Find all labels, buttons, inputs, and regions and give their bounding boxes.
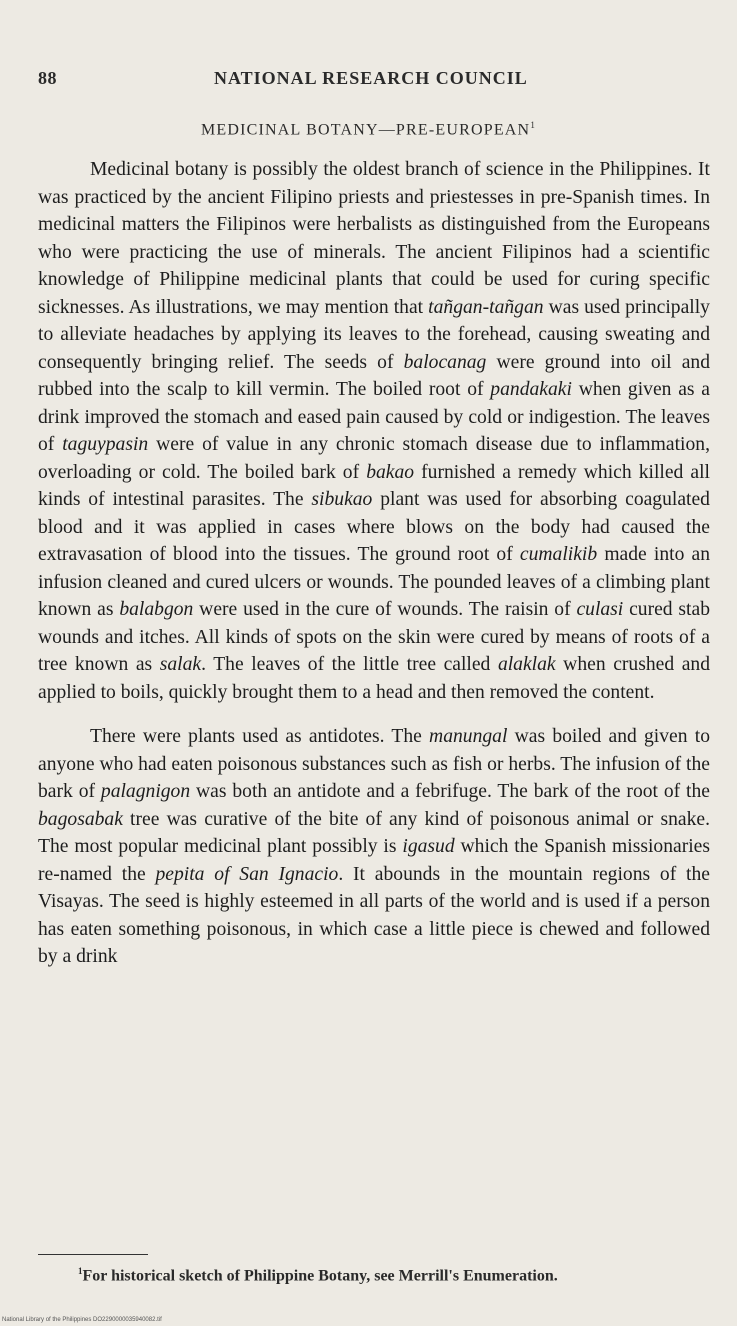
text-run: which the Spanish missionaries re-named the (38, 836, 710, 885)
text-run: Medicinal botany is possibly the oldest branch of science in the Philippines. It was practiced by the ancient Filipino priests and priestesses in pre-Spanish times. In medicinal matters the Filipinos were herbalists as distinguished from the Europeans who were practicing the use of minerals. The ancient Filipinos had a scientific knowledge of Philippine medicinal plants that could be used for curing specific sicknesses. As illustrations, we may mention that (38, 159, 710, 318)
plant-name: sibukao (311, 489, 373, 510)
plant-name: culasi (576, 599, 624, 620)
text-run: furnished a remedy which killed all kinds of intestinal parasites. The (38, 461, 710, 510)
plant-name: bakao (366, 461, 415, 483)
text-run: were used in the cure of wounds. The raisin of (193, 599, 577, 620)
footnote-text: For historical sketch of Philippine Botany, see Merrill's Enumeration. (82, 1267, 558, 1285)
plant-name: salak (159, 654, 202, 675)
plant-name: pandakaki (490, 379, 572, 400)
text-run: were of value in any chronic stomach disease due to inflammation, overloading or cold. The boiled bark of (38, 434, 710, 483)
text-run: was boiled and given to anyone who had eaten poisonous substances such as fish or herbs. The infusion of the bark of (38, 726, 710, 802)
plant-name: pepita of San Ignacio (155, 863, 339, 885)
plant-name: cumalikib (519, 544, 598, 565)
text-run: were ground into oil and rubbed into the scalp to kill vermin. The boiled root of (38, 351, 710, 400)
paragraph (38, 156, 710, 706)
text-run: . The leaves of the little tree called (201, 654, 498, 675)
text-run: when crushed and applied to boils, quickly brought them to a head and then removed the content. (38, 654, 710, 703)
text-run: plant was used for absorbing coagulated blood and it was applied in cases where blows on the body had caused the extravasation of blood into the tissues. The ground root of (38, 489, 710, 565)
plant-name: balabgon (119, 599, 194, 620)
text-run: tree was curative of the bite of any kind of poisonous animal or snake. The most popular medicinal plant possibly is (38, 808, 710, 857)
section-title-text: MEDICINAL BOTANY—PRE-EUROPEAN (200, 121, 531, 139)
footnote-mark: 1 (78, 1266, 83, 1276)
plant-name: palagnigon (100, 781, 191, 802)
plant-name: manungal (429, 726, 508, 747)
running-head: NATIONAL RESEARCH COUNCIL (214, 68, 528, 88)
plant-name: tañgan-tañgan (428, 296, 544, 318)
body-text (38, 156, 710, 971)
footnote-rule (38, 1254, 148, 1255)
text-run: cured stab wounds and itches. All kinds of spots on the skin were cured by means of roots of a tree known as (38, 599, 710, 675)
plant-name: alaklak (497, 654, 556, 675)
text-run: . It abounds in the mountain regions of the Visayas. The seed is highly esteemed in all parts of the world and is used if a person has eaten something poisonous, in which case a little piece is chewed and followed by a drink (38, 863, 710, 967)
paragraph (38, 723, 710, 971)
text-run: was used principally to alleviate headaches by applying its leaves to the forehead, causing sweating and consequently bringing relief. The seeds of (38, 296, 710, 373)
plant-name: balocanag (403, 351, 487, 373)
section-title (0, 120, 737, 139)
footnote (38, 1266, 710, 1285)
plant-name: taguypasin (62, 434, 149, 455)
text-run: was both an antidote and a febrifuge. The bark of the root of the (190, 781, 710, 802)
scan-stamp: National Library of the Philippines DO2290000035940082.tif (2, 1317, 162, 1323)
plant-name: bagosabak (38, 808, 123, 830)
text-run: when given as a drink improved the stomach and eased pain caused by cold or indigestion. The leaves of (38, 379, 710, 455)
plant-name: igasud (402, 836, 455, 857)
section-note-mark: 1 (530, 120, 537, 130)
text-run: There were plants used as antidotes. The (90, 726, 430, 747)
text-run: made into an infusion cleaned and cured ulcers or wounds. The pounded leaves of a climbing plant known as (38, 544, 711, 620)
page-number: 88 (38, 68, 57, 88)
